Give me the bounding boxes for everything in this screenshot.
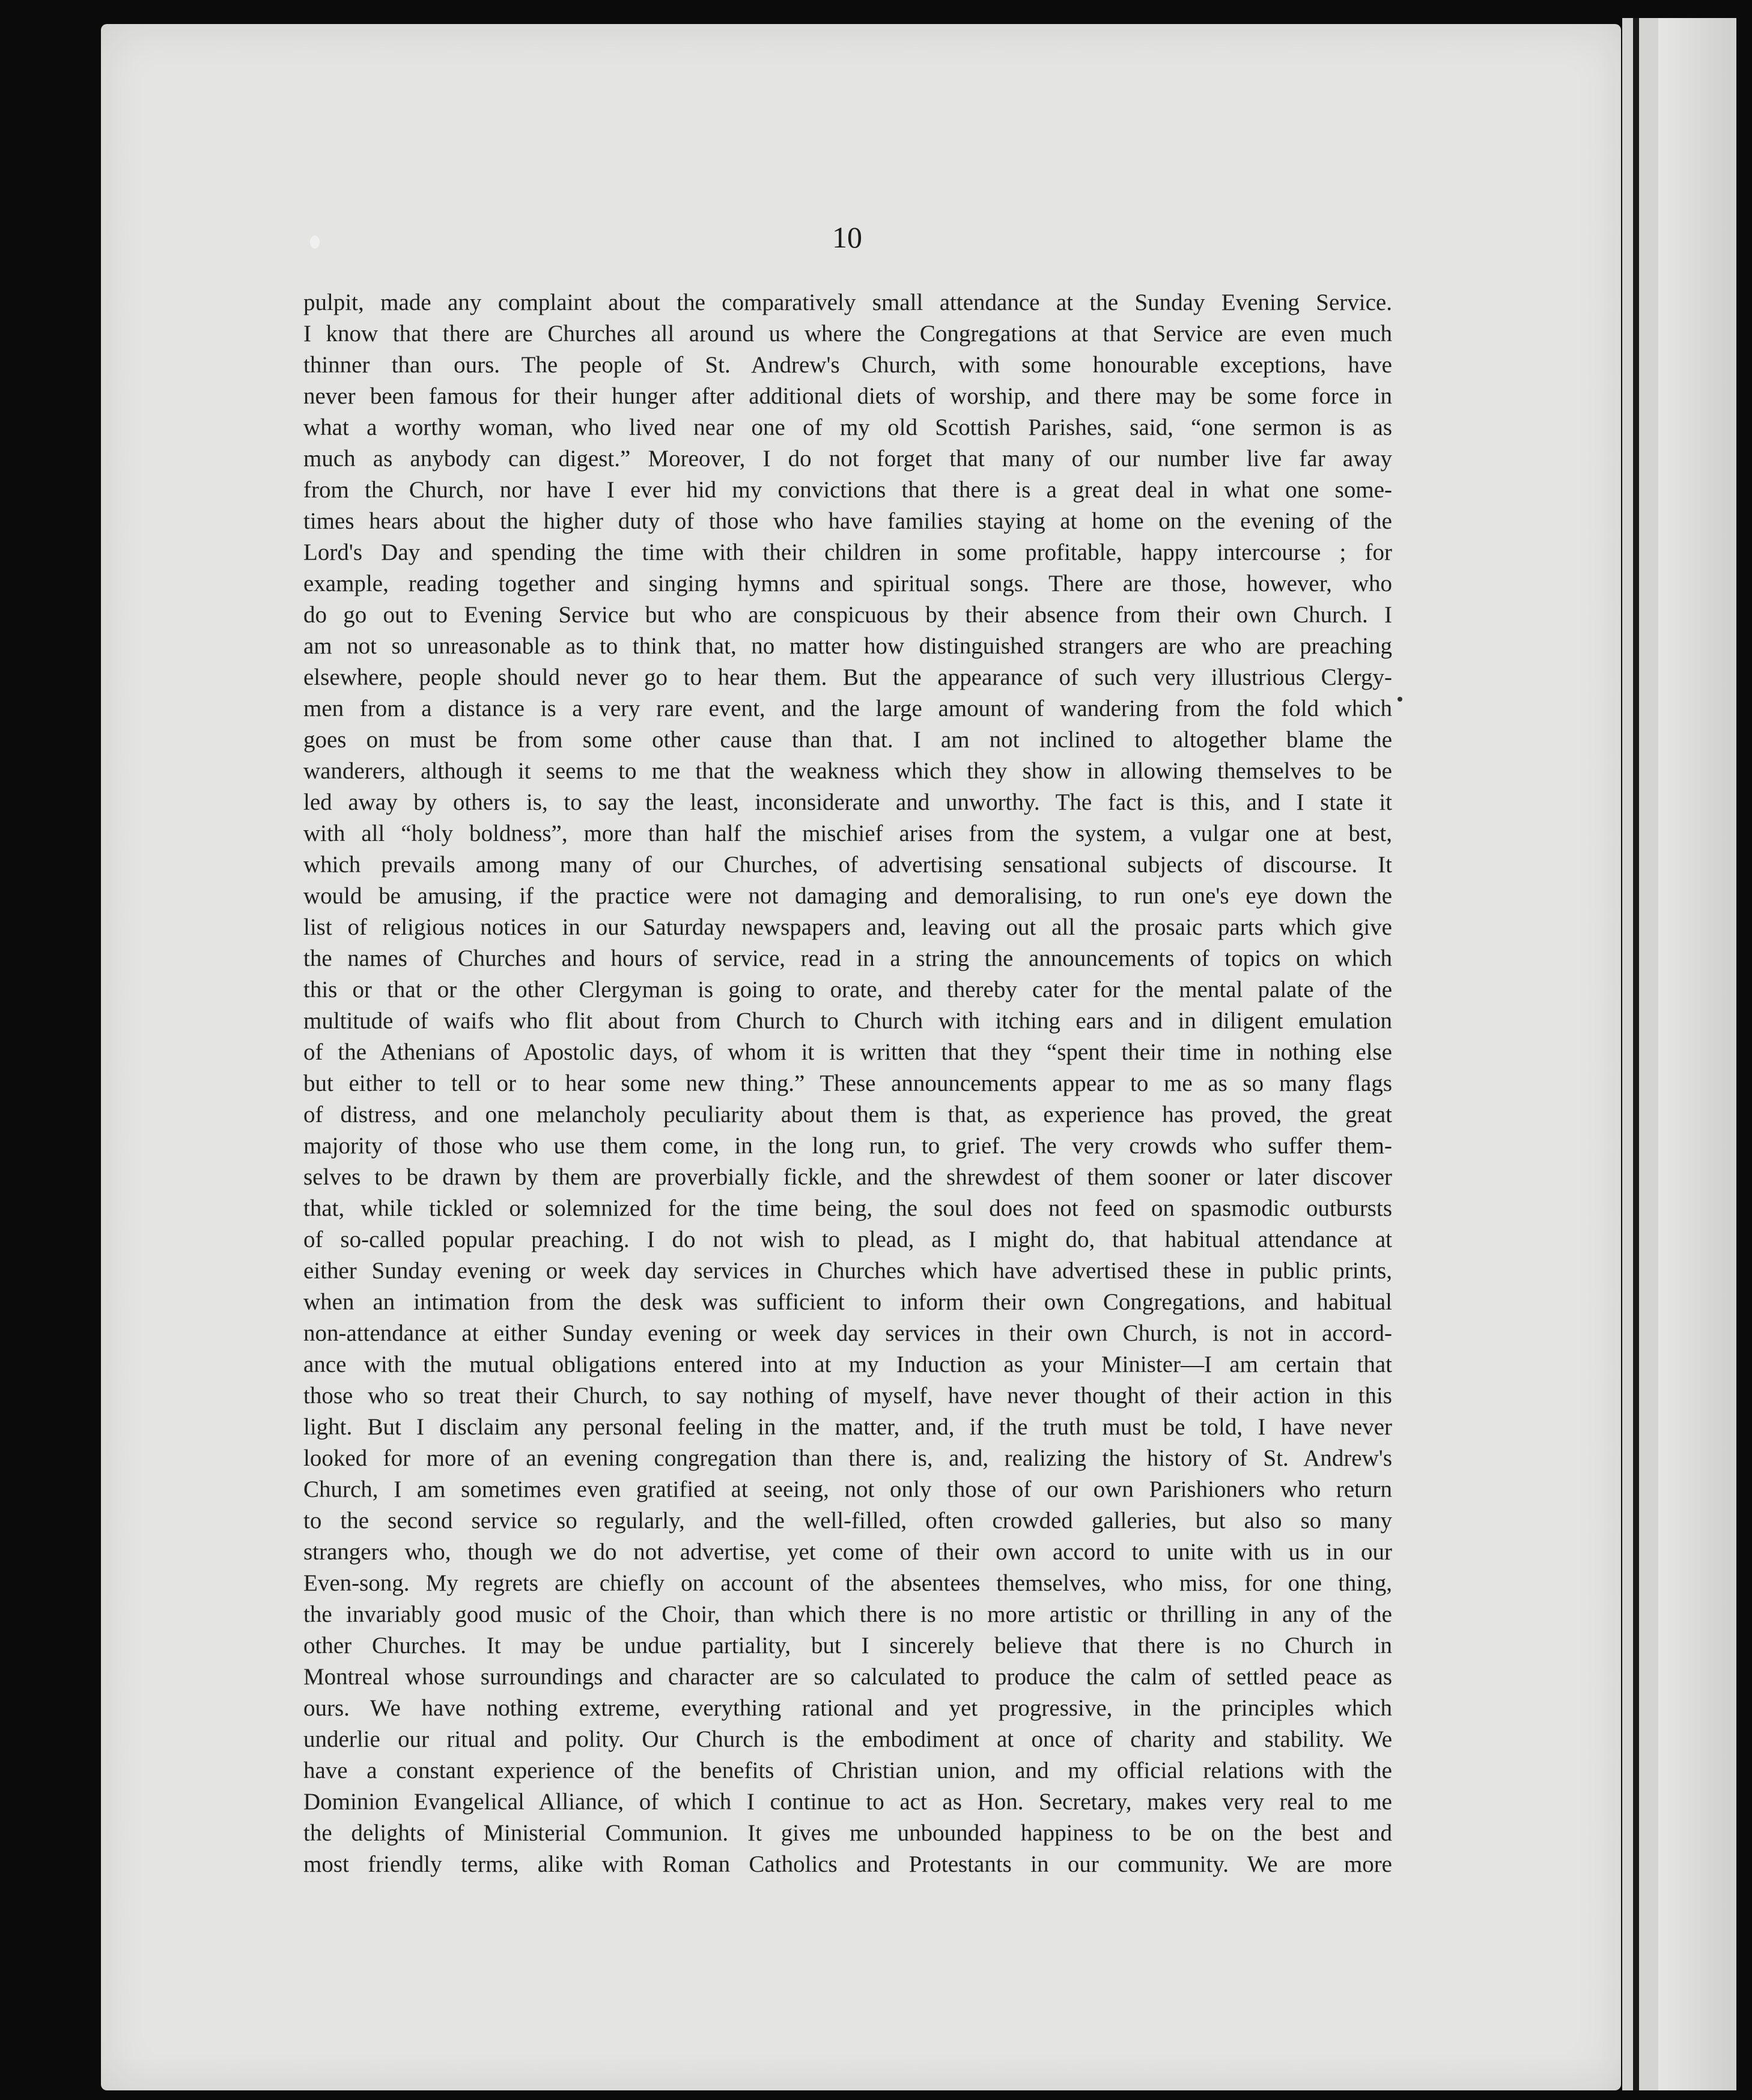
text-line: example, reading together and singing hymns and spiritual songs. There are those, however, who	[303, 571, 1392, 596]
text-line: of distress, and one melancholy peculiarity about them is that, as experience has proved, the great	[303, 1102, 1392, 1127]
text-line: pulpit, made any complaint about the comparatively small attendance at the Sunday Evening Service.	[303, 290, 1392, 315]
text-line: men from a distance is a very rare event, and the large amount of wandering from the fold which	[303, 696, 1392, 721]
text-line: selves to be drawn by them are proverbially fickle, and the shrewdest of them sooner or later discover	[303, 1164, 1392, 1190]
scan-speck	[1398, 697, 1402, 702]
text-line: do go out to Evening Service but who are conspicuous by their absence from their own Church. I	[303, 602, 1392, 628]
text-line: Church, I am sometimes even gratified at seeing, not only those of our own Parishioners who return	[303, 1476, 1392, 1502]
page-body-text	[303, 287, 1392, 1880]
text-line: ours. We have nothing extreme, everything rational and yet progressive, in the principles which	[303, 1695, 1392, 1721]
text-line: most friendly terms, alike with Roman Catholics and Protestants in our community. We are more	[303, 1851, 1392, 1877]
text-line: those who so treat their Church, to say nothing of myself, have never thought of their action in this	[303, 1383, 1392, 1409]
text-line: the names of Churches and hours of service, read in a string the announcements of topics on which	[303, 945, 1392, 971]
text-line: led away by others is, to say the least, inconsiderate and unworthy. The fact is this, and I state it	[303, 789, 1392, 815]
text-line: non-attendance at either Sunday evening or week day services in their own Church, is not in accord-	[303, 1320, 1392, 1346]
text-line: am not so unreasonable as to think that, no matter how distinguished strangers are who are preaching	[303, 633, 1392, 659]
text-line: goes on must be from some other cause than that. I am not inclined to altogether blame the	[303, 727, 1392, 753]
text-line: which prevails among many of our Churches, of advertising sensational subjects of discourse. It	[303, 852, 1392, 878]
text-line: times hears about the higher duty of those who have families staying at home on the evening of the	[303, 508, 1392, 534]
text-line: strangers who, though we do not advertise, yet come of their own accord to unite with us in our	[303, 1539, 1392, 1565]
text-line: Montreal whose surroundings and character are so calculated to produce the calm of settled peace as	[303, 1664, 1392, 1690]
text-line: other Churches. It may be undue partiality, but I sincerely believe that there is no Church in	[303, 1633, 1392, 1658]
text-line: that, while tickled or solemnized for the time being, the soul does not feed on spasmodic outbursts	[303, 1195, 1392, 1221]
text-line: either Sunday evening or week day services in Churches which have advertised these in public prints,	[303, 1258, 1392, 1284]
text-line: Even-song. My regrets are chiefly on account of the absentees themselves, who miss, for one thing,	[303, 1570, 1392, 1596]
text-line: light. But I disclaim any personal feeling in the matter, and, if the truth must be told, I have never	[303, 1414, 1392, 1440]
text-line: of the Athenians of Apostolic days, of whom it is written that they “spent their time in nothing else	[303, 1039, 1392, 1065]
text-line: thinner than ours. The people of St. Andrew's Church, with some honourable exceptions, have	[303, 352, 1392, 378]
text-line: but either to tell or to hear some new thing.” These announcements appear to me as so many flags	[303, 1070, 1392, 1096]
text-line: the invariably good music of the Choir, than which there is no more artistic or thrilling in any of the	[303, 1601, 1392, 1627]
text-line: with all “holy boldness”, more than half the mischief arises from the system, a vulgar one at best,	[303, 821, 1392, 846]
text-line: from the Church, nor have I ever hid my convictions that there is a great deal in what one some-	[303, 477, 1392, 503]
text-line: have a constant experience of the benefits of Christian union, and my official relations with the	[303, 1758, 1392, 1783]
text-line: majority of those who use them come, in the long run, to grief. The very crowds who suffer them-	[303, 1133, 1392, 1159]
page-number: 10	[832, 220, 862, 254]
text-line: would be amusing, if the practice were not damaging and demoralising, to run one's eye down the	[303, 883, 1392, 909]
text-line: ance with the mutual obligations entered into at my Induction as your Minister—I am certain that	[303, 1352, 1392, 1377]
text-line: what a worthy woman, who lived near one of my old Scottish Parishes, said, “one sermon is as	[303, 414, 1392, 440]
text-line: the delights of Ministerial Communion. It gives me unbounded happiness to be on the best and	[303, 1820, 1392, 1846]
scan-speck	[310, 235, 320, 249]
text-line: when an intimation from the desk was sufficient to inform their own Congregations, and habitual	[303, 1289, 1392, 1315]
text-line: underlie our ritual and polity. Our Church is the embodiment at once of charity and stability. We	[303, 1726, 1392, 1752]
text-line: Lord's Day and spending the time with their children in some profitable, happy intercourse ; for	[303, 539, 1392, 565]
text-line: never been famous for their hunger after additional diets of worship, and there may be some force in	[303, 383, 1392, 409]
text-line: I know that there are Churches all around us where the Congregations at that Service are even much	[303, 321, 1392, 347]
text-line: looked for more of an evening congregation than there is, and, realizing the history of St. Andrew's	[303, 1445, 1392, 1471]
adjacent-page-edge	[1622, 18, 1736, 2090]
text-line: of so-called popular preaching. I do not wish to plead, as I might do, that habitual attendance at	[303, 1227, 1392, 1252]
text-line: wanderers, although it seems to me that the weakness which they show in allowing themselves to be	[303, 758, 1392, 784]
text-line: this or that or the other Clergyman is going to orate, and thereby cater for the mental palate of the	[303, 977, 1392, 1003]
text-line: much as anybody can digest.” Moreover, I do not forget that many of our number live far away	[303, 446, 1392, 472]
text-line: list of religious notices in our Saturday newspapers and, leaving out all the prosaic parts which give	[303, 914, 1392, 940]
text-line: elsewhere, people should never go to hear them. But the appearance of such very illustrious Clergy-	[303, 664, 1392, 690]
text-line: Dominion Evangelical Alliance, of which I continue to act as Hon. Secretary, makes very real to me	[303, 1789, 1392, 1815]
text-line: to the second service so regularly, and the well-filled, often crowded galleries, but also so many	[303, 1508, 1392, 1534]
text-line: multitude of waifs who flit about from Church to Church with itching ears and in diligent emulation	[303, 1008, 1392, 1034]
